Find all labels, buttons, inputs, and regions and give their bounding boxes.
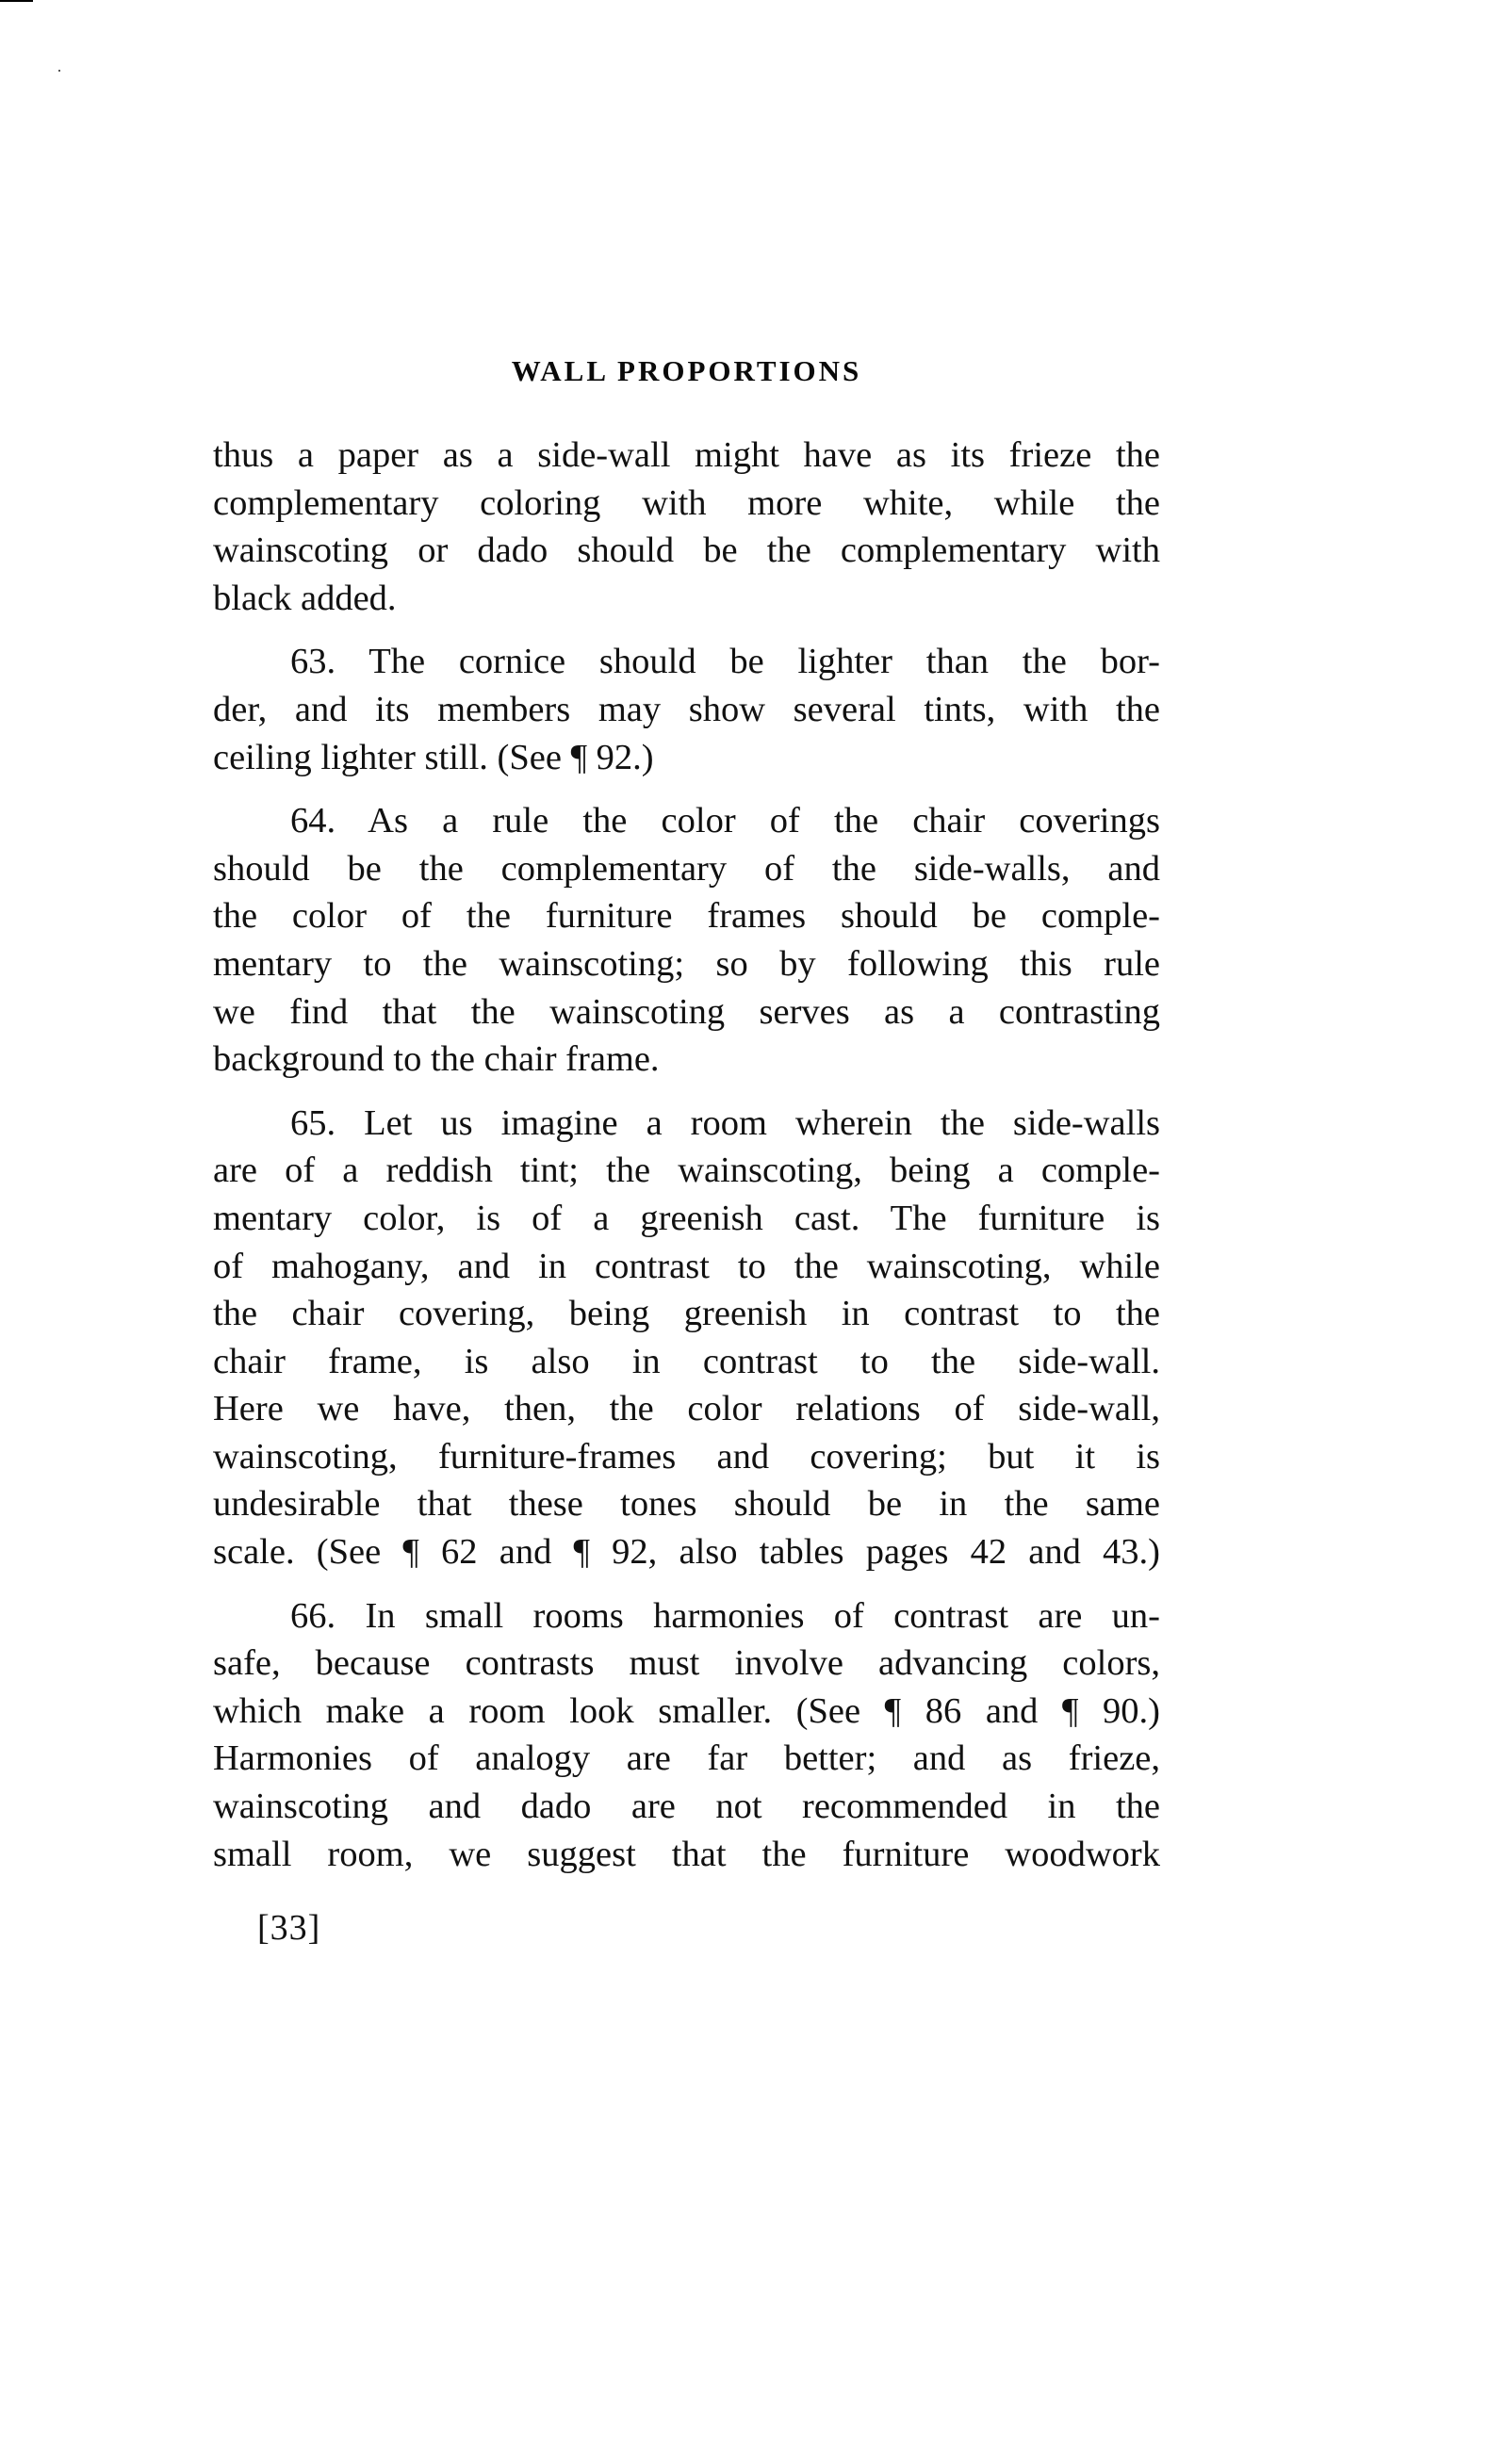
- text-line: complementary coloring with more white, while the: [213, 482, 1160, 523]
- text-line: thus a paper as a side-wall might have as its frieze the: [213, 435, 1160, 475]
- text-line: 66. In small rooms harmonies of contrast are un-: [290, 1595, 1160, 1636]
- text-line: of mahogany, and in contrast to the wainscoting, while: [213, 1246, 1160, 1286]
- text-line: 63. The cornice should be lighter than the bor-: [290, 642, 1160, 682]
- page-number: [33]: [257, 1908, 321, 1948]
- paragraph-66: [213, 1592, 1160, 1879]
- running-head: WALL PROPORTIONS: [511, 354, 862, 387]
- text-line: mentary to the wainscoting; so by following this rule: [213, 943, 1160, 984]
- paragraph-63: [213, 638, 1160, 781]
- text-line: 64. As a rule the color of the chair coverings: [290, 801, 1160, 841]
- text-line: small room, we suggest that the furniture woodwork: [213, 1834, 1160, 1874]
- text-line: background to the chair frame.: [213, 1039, 660, 1080]
- text-line: the color of the furniture frames should be comple-: [213, 896, 1160, 937]
- text-line: chair frame, is also in contrast to the side-wall.: [213, 1341, 1160, 1381]
- text-line: wainscoting or dado should be the complementary with: [213, 530, 1160, 571]
- text-line: der, and its members may show several tints, with the: [213, 689, 1160, 729]
- paragraph-continued: [213, 432, 1160, 622]
- text-line: wainscoting, furniture-frames and covering; but it is: [213, 1436, 1160, 1477]
- paragraph-65: [213, 1100, 1160, 1576]
- text-line: scale. (See ¶ 62 and ¶ 92, also tables pages 42 and 43.): [213, 1532, 1160, 1573]
- scan-edge-rule: [0, 0, 33, 2]
- text-line: we find that the wainscoting serves as a contrasting: [213, 991, 1160, 1032]
- text-line: undesirable that these tones should be in the same: [213, 1484, 1160, 1525]
- text-line: wainscoting and dado are not recommended in the: [213, 1787, 1160, 1827]
- text-line: Here we have, then, the color relations of side-wall,: [213, 1389, 1160, 1429]
- body-text: [213, 432, 1160, 1894]
- text-line: 65. Let us imagine a room wherein the side-walls: [290, 1102, 1160, 1143]
- paragraph-64: [213, 797, 1160, 1084]
- text-line: black added.: [213, 578, 397, 618]
- text-line: Harmonies of analogy are far better; and as frieze,: [213, 1738, 1160, 1779]
- text-line: which make a room look smaller. (See ¶ 86 and ¶ 90.): [213, 1690, 1160, 1731]
- scan-speck: [58, 70, 60, 72]
- text-line: safe, because contrasts must involve advancing colors,: [213, 1643, 1160, 1684]
- text-line: should be the complementary of the side-walls, and: [213, 848, 1160, 889]
- text-line: mentary color, is of a greenish cast. The furniture is: [213, 1198, 1160, 1238]
- text-line: ceiling lighter still. (See ¶ 92.): [213, 737, 654, 777]
- text-line: the chair covering, being greenish in contrast to the: [213, 1294, 1160, 1334]
- text-line: are of a reddish tint; the wainscoting, being a comple-: [213, 1150, 1160, 1191]
